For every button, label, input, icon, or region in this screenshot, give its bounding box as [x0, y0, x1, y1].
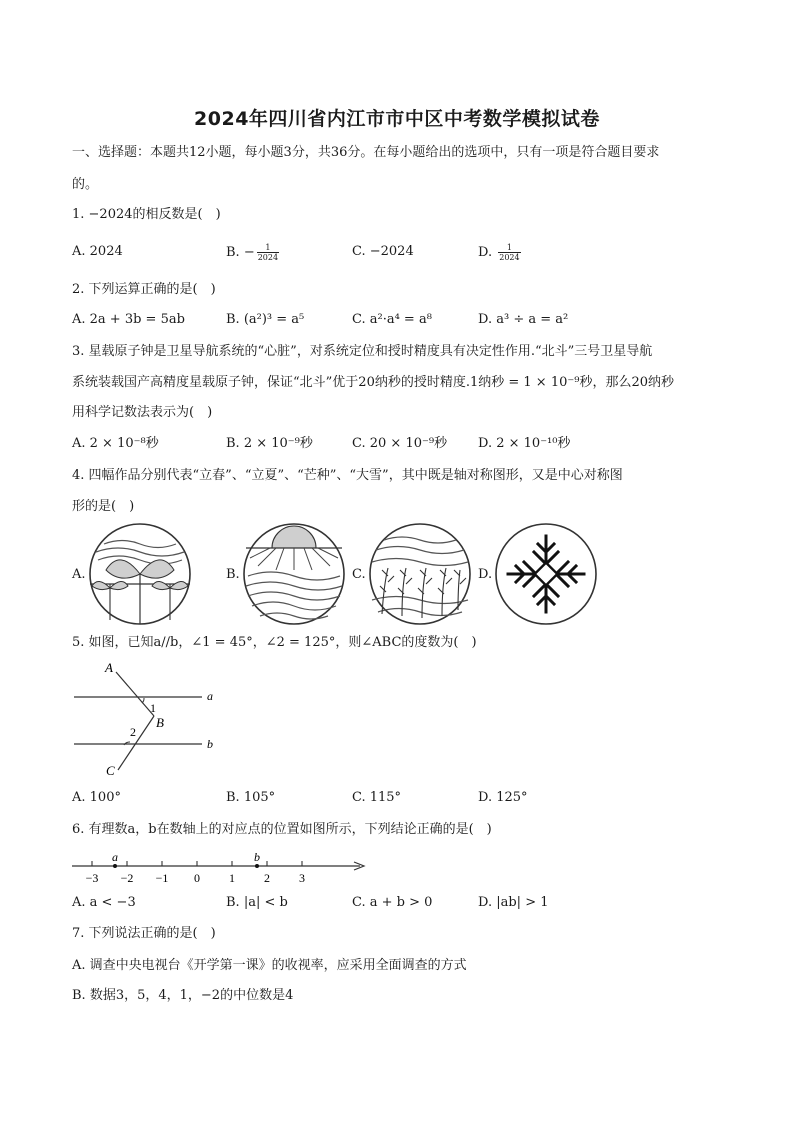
q6-number-line — [70, 846, 370, 886]
q1-option-d — [478, 243, 521, 262]
section-heading-cont: 的。 — [72, 177, 99, 192]
q5-option-a: A. 100° — [72, 790, 121, 805]
point-a-dot — [113, 864, 117, 868]
q3-option-b: B. 2 × 10⁻⁹秒 — [226, 436, 313, 451]
label-line-b: b — [207, 737, 213, 751]
q4-option-c-label: C. — [352, 567, 366, 582]
axis-tick-label: 0 — [194, 871, 200, 885]
q4-stem-line1: 4. 四幅作品分别代表“立春”、“立夏”、“芒种”、“大雪”，其中既是轴对称图形，又是中心对称图 — [72, 468, 623, 483]
q4-figure-lixia — [242, 522, 346, 626]
q2-option-b: B. (a²)³ = a⁵ — [226, 312, 305, 327]
fraction-numerator: 1 — [257, 243, 279, 253]
q1-option-b-fraction — [257, 243, 279, 262]
segment-AB — [116, 672, 154, 716]
q3-stem-line3: 用科学记数法表示为( ) — [72, 405, 213, 420]
point-a-label: a — [112, 850, 118, 864]
section-heading: 一、选择题：本题共12小题，每小题3分，共36分。在每小题给出的选项中，只有一项是符合题目要求 — [72, 145, 660, 160]
fraction-numerator: 1 — [498, 243, 520, 253]
q4-stem-line2: 形的是( ) — [72, 499, 135, 514]
axis-tick-label: 2 — [264, 871, 270, 885]
q3-option-c: C. 20 × 10⁻⁹秒 — [352, 436, 448, 451]
axis-tick-label: −1 — [155, 871, 169, 885]
q3-stem-line1: 3. 星载原子钟是卫星导航系统的“心脏”，对系统定位和授时精度具有决定性作用.“北斗”三号卫星导航 — [72, 344, 653, 359]
q2-option-c: C. a²·a⁴ = a⁸ — [352, 312, 432, 327]
q6-option-a: A. a < −3 — [72, 895, 136, 910]
label-A: A — [105, 660, 113, 675]
q6-option-b: B. |a| < b — [226, 895, 288, 910]
q3-option-d: D. 2 × 10⁻¹⁰秒 — [478, 436, 571, 451]
page-title: 2024年四川省内江市市中区中考数学模拟试卷 — [194, 108, 600, 130]
q5-option-c: C. 115° — [352, 790, 402, 805]
q7-option-a: A. 调查中央电视台《开学第一课》的收视率，应采用全面调查的方式 — [72, 958, 467, 973]
label-angle-2: 2 — [130, 725, 136, 739]
q3-stem-line2: 系统装载国产高精度星载原子钟，保证“北斗”优于20纳秒的授时精度.1纳秒 = 1 × 10⁻⁹秒，那么20纳秒 — [72, 375, 674, 390]
q2-option-d: D. a³ ÷ a = a² — [478, 312, 569, 327]
q5-option-b: B. 105° — [226, 790, 276, 805]
point-b-dot — [255, 864, 259, 868]
q1-option-d-fraction — [498, 243, 520, 262]
fraction-denominator: 2024 — [499, 253, 520, 262]
q6-option-d: D. |ab| > 1 — [478, 895, 549, 910]
q4-figure-lichun — [88, 522, 192, 626]
q4-option-a-label: A. — [72, 567, 86, 582]
q4-figure-mangzhong — [368, 522, 472, 626]
q1-option-b — [226, 243, 279, 262]
q4-option-d-label: D. — [478, 567, 493, 582]
q5-figure-parallel-lines — [70, 658, 230, 783]
q6-option-c: C. a + b > 0 — [352, 895, 433, 910]
q2-option-a: A. 2a + 3b = 5ab — [72, 312, 185, 327]
segment-BC — [118, 716, 154, 770]
q1-option-d-prefix: D. — [478, 245, 497, 260]
q1-stem: 1. −2024的相反数是( ) — [72, 207, 221, 222]
q4-figure-daxue — [494, 522, 598, 626]
q1-option-c: C. −2024 — [352, 244, 414, 259]
label-C: C — [106, 763, 115, 778]
q2-stem: 2. 下列运算正确的是( ) — [72, 282, 216, 297]
axis-tick-label: 1 — [229, 871, 235, 885]
point-b-label: b — [254, 850, 260, 864]
q5-stem: 5. 如图，已知a//b，∠1 = 45°，∠2 = 125°，则∠ABC的度数为( ) — [72, 635, 477, 650]
q5-option-d: D. 125° — [478, 790, 528, 805]
q7-stem: 7. 下列说法正确的是( ) — [72, 926, 216, 941]
axis-tick-label: −2 — [120, 871, 134, 885]
axis-tick-label: −3 — [85, 871, 99, 885]
q1-option-a: A. 2024 — [72, 244, 123, 259]
q6-stem: 6. 有理数a，b在数轴上的对应点的位置如图所示，下列结论正确的是( ) — [72, 822, 492, 837]
fraction-denominator: 2024 — [257, 253, 279, 262]
axis-tick-label: 3 — [299, 871, 305, 885]
label-line-a: a — [207, 689, 213, 703]
label-angle-1: 1 — [150, 701, 156, 715]
q3-option-a: A. 2 × 10⁻⁸秒 — [72, 436, 159, 451]
q4-option-b-label: B. — [226, 567, 240, 582]
label-B: B — [156, 715, 164, 730]
q1-option-b-prefix: B. − — [226, 245, 255, 260]
q7-option-b: B. 数据3，5，4，1，−2的中位数是4 — [72, 988, 294, 1003]
